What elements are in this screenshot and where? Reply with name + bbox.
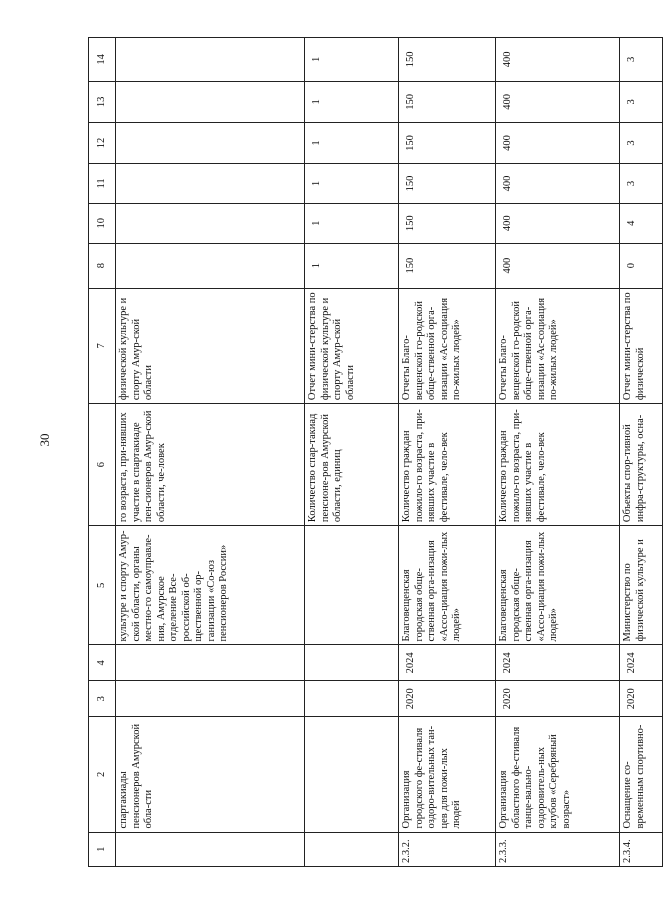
source-cell: Отчеты Благо-вещенской го-родской обще-ственной орга-низации «Ас-социация по-жилых людей» (496, 288, 620, 403)
row-number-cell: 2.3.4. (620, 832, 663, 866)
value-cell (116, 203, 305, 243)
table-row (399, 38, 496, 867)
source-cell: Отчет мини-стерства по физической культуре и спорту Амур-ской области (305, 288, 399, 403)
header-cell: 10 (89, 203, 116, 243)
program-table (88, 37, 663, 867)
value-cell: 3 (620, 38, 663, 82)
value-cell: 1 (305, 122, 399, 163)
indicator-cell: го возраста, при-нявших участие в спартакиаде пен-сионеров Амур-ской области, че-ловек (116, 404, 305, 526)
source-cell: физической культуре и спорту Амур-ской области (116, 288, 305, 403)
event-name-cell: Оснащение со-временным спортивно- (620, 717, 663, 832)
page-number: 30 (37, 433, 52, 447)
value-cell: 3 (620, 122, 663, 163)
value-cell: 4 (620, 203, 663, 243)
header-cell: 8 (89, 243, 116, 288)
header-cell: 3 (89, 681, 116, 717)
value-cell: 3 (620, 164, 663, 204)
executor-cell (305, 526, 399, 645)
header-cell: 7 (89, 288, 116, 403)
indicator-cell: Количество спар-такиад пенсионе-ров Амурской области, единиц (305, 404, 399, 526)
start-year-cell: 2020 (399, 681, 496, 717)
value-cell: 400 (496, 81, 620, 122)
executor-cell: Министерство по физической культуре и (620, 526, 663, 645)
value-cell: 150 (399, 38, 496, 82)
value-cell: 0 (620, 243, 663, 288)
value-cell: 400 (496, 38, 620, 82)
value-cell: 400 (496, 243, 620, 288)
end-year-cell: 2024 (496, 645, 620, 681)
row-number-cell: 2.3.3. (496, 832, 620, 866)
value-cell: 150 (399, 164, 496, 204)
end-year-cell (116, 645, 305, 681)
value-cell: 400 (496, 122, 620, 163)
row-number-cell (305, 832, 399, 866)
value-cell: 400 (496, 164, 620, 204)
value-cell: 150 (399, 122, 496, 163)
row-number-cell: 2.3.2. (399, 832, 496, 866)
value-cell: 1 (305, 243, 399, 288)
header-cell: 12 (89, 122, 116, 163)
table-row (305, 38, 399, 867)
event-name-cell (305, 717, 399, 832)
start-year-cell: 2020 (496, 681, 620, 717)
table-row (116, 38, 305, 867)
header-cell: 1 (89, 832, 116, 866)
start-year-cell (116, 681, 305, 717)
header-cell: 5 (89, 526, 116, 645)
value-cell: 1 (305, 38, 399, 82)
executor-cell: Благовещенская городская обще-ственная орга-низация «Ассо-циация пожи-лых людей» (496, 526, 620, 645)
value-cell: 150 (399, 203, 496, 243)
rotated-table-wrapper (88, 37, 646, 867)
header-cell: 4 (89, 645, 116, 681)
value-cell: 150 (399, 81, 496, 122)
value-cell: 1 (305, 203, 399, 243)
indicator-cell: Количество граждан пожило-го возраста, при-нявших участие в фестивале, чело-век (399, 404, 496, 526)
value-cell (116, 243, 305, 288)
end-year-cell (305, 645, 399, 681)
table-row (620, 38, 663, 867)
header-cell: 14 (89, 38, 116, 82)
end-year-cell: 2024 (399, 645, 496, 681)
header-cell: 11 (89, 164, 116, 204)
event-name-cell: Организация городского фе-стиваля оздоро-вительных тан-цев для пожи-лых людей (399, 717, 496, 832)
end-year-cell: 2024 (620, 645, 663, 681)
header-cell: 6 (89, 404, 116, 526)
value-cell (116, 122, 305, 163)
source-cell: Отчет мини-стерства по физической (620, 288, 663, 403)
source-cell: Отчеты Благо-вещенской го-родской обще-ственной орга-низации «Ас-социация по-жилых людей» (399, 288, 496, 403)
header-cell: 13 (89, 81, 116, 122)
event-name-cell: спартакиады пенсионеров Амурской обла-сти (116, 717, 305, 832)
executor-cell: Благовещенская городская обще-ственная орга-низация «Ассо-циация пожи-лых людей» (399, 526, 496, 645)
value-cell: 400 (496, 203, 620, 243)
table-row (496, 38, 620, 867)
executor-cell: культуре и спорту Амур-ской области, органы местно-го самоуправле-ния, Амурское отделение Все-российской об-щественной ор-ганизации «Со-юз пенсионеров России» (116, 526, 305, 645)
value-cell: 150 (399, 243, 496, 288)
indicator-cell: Количество граждан пожило-го возраста, при-нявших участие в фестивале, чело-век (496, 404, 620, 526)
value-cell: 3 (620, 81, 663, 122)
value-cell (116, 81, 305, 122)
value-cell: 1 (305, 164, 399, 204)
header-row (89, 38, 116, 867)
header-cell: 2 (89, 717, 116, 832)
start-year-cell: 2020 (620, 681, 663, 717)
indicator-cell: Объекты спор-тивной инфра-структуры, осна- (620, 404, 663, 526)
event-name-cell: Организация областного фе-стиваля танце-вально-оздоровитель-ных клубов «Серебряный возраст» (496, 717, 620, 832)
value-cell (116, 164, 305, 204)
row-number-cell (116, 832, 305, 866)
value-cell (116, 38, 305, 82)
value-cell: 1 (305, 81, 399, 122)
start-year-cell (305, 681, 399, 717)
